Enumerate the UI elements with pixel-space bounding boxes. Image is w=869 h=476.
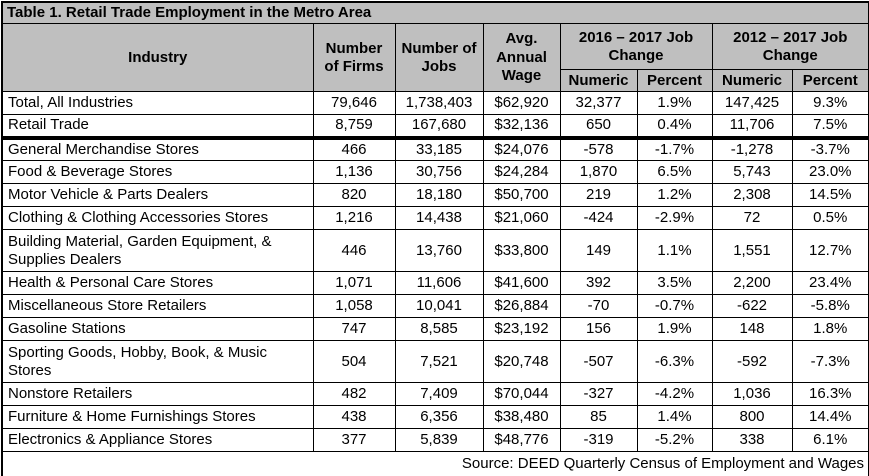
industry-cell: Retail Trade [2, 115, 313, 138]
chg1217-pct-cell: 23.4% [792, 272, 869, 295]
chg1617-pct-cell: 3.5% [637, 272, 712, 295]
chg1617-pct-cell: -1.7% [637, 138, 712, 161]
chg1617-pct-cell: 0.4% [637, 115, 712, 138]
table-row-total [2, 92, 869, 115]
subheader-numeric-2016: Numeric [560, 70, 637, 92]
chg1217-pct-cell: 6.1% [792, 429, 869, 452]
table-row [2, 161, 869, 184]
chg1617-pct-cell: -5.2% [637, 429, 712, 452]
retail-trade-employment-table [1, 1, 869, 476]
chg1217-pct-cell: 14.4% [792, 406, 869, 429]
chg1617-pct-cell: 1.4% [637, 406, 712, 429]
table-row [2, 230, 869, 272]
chg1617-num-cell: 85 [560, 406, 637, 429]
firms-cell: 1,216 [313, 207, 395, 230]
col-header-change-2016-2017: 2016 – 2017 Job Change [560, 24, 712, 70]
wage-cell: $24,076 [483, 138, 560, 161]
chg1217-num-cell: -1,278 [712, 138, 792, 161]
industry-cell: Building Material, Garden Equipment, & Supplies Dealers [2, 230, 313, 272]
jobs-cell: 5,839 [395, 429, 483, 452]
industry-cell: Furniture & Home Furnishings Stores [2, 406, 313, 429]
firms-cell: 446 [313, 230, 395, 272]
table-row [2, 272, 869, 295]
chg1217-num-cell: 148 [712, 318, 792, 341]
chg1617-pct-cell: -0.7% [637, 295, 712, 318]
firms-cell: 747 [313, 318, 395, 341]
industry-cell: Miscellaneous Store Retailers [2, 295, 313, 318]
table-row [2, 138, 869, 161]
chg1217-num-cell: 5,743 [712, 161, 792, 184]
chg1217-pct-cell: -3.7% [792, 138, 869, 161]
source-note: Source: DEED Quarterly Census of Employment and Wages [2, 452, 869, 476]
industry-cell: Clothing & Clothing Accessories Stores [2, 207, 313, 230]
firms-cell: 438 [313, 406, 395, 429]
firms-cell: 8,759 [313, 115, 395, 138]
jobs-cell: 10,041 [395, 295, 483, 318]
industry-cell: Gasoline Stations [2, 318, 313, 341]
subheader-percent-2016: Percent [637, 70, 712, 92]
chg1217-pct-cell: 0.5% [792, 207, 869, 230]
jobs-cell: 7,521 [395, 341, 483, 383]
chg1617-num-cell: 32,377 [560, 92, 637, 115]
chg1617-num-cell: 392 [560, 272, 637, 295]
chg1217-pct-cell: 12.7% [792, 230, 869, 272]
table-row-retail-trade [2, 115, 869, 138]
industry-cell: Nonstore Retailers [2, 383, 313, 406]
chg1617-pct-cell: 1.2% [637, 184, 712, 207]
chg1617-num-cell: 156 [560, 318, 637, 341]
wage-cell: $70,044 [483, 383, 560, 406]
header-row-top [2, 24, 869, 70]
chg1217-num-cell: 2,200 [712, 272, 792, 295]
table-row [2, 318, 869, 341]
jobs-cell: 14,438 [395, 207, 483, 230]
col-header-industry: Industry [2, 24, 313, 92]
chg1217-pct-cell: 23.0% [792, 161, 869, 184]
chg1617-num-cell: -424 [560, 207, 637, 230]
chg1217-pct-cell: -5.8% [792, 295, 869, 318]
table-row [2, 406, 869, 429]
chg1217-num-cell: 11,706 [712, 115, 792, 138]
table-row [2, 429, 869, 452]
chg1617-num-cell: 149 [560, 230, 637, 272]
chg1617-num-cell: -327 [560, 383, 637, 406]
industry-cell: Electronics & Appliance Stores [2, 429, 313, 452]
chg1617-num-cell: 219 [560, 184, 637, 207]
chg1217-num-cell: 1,551 [712, 230, 792, 272]
chg1217-num-cell: 147,425 [712, 92, 792, 115]
source-row [2, 452, 869, 476]
industry-cell: Motor Vehicle & Parts Dealers [2, 184, 313, 207]
chg1617-num-cell: -70 [560, 295, 637, 318]
table-row [2, 383, 869, 406]
chg1217-num-cell: 800 [712, 406, 792, 429]
subheader-numeric-2012: Numeric [712, 70, 792, 92]
col-header-wage: Avg. Annual Wage [483, 24, 560, 92]
firms-cell: 79,646 [313, 92, 395, 115]
chg1617-pct-cell: -2.9% [637, 207, 712, 230]
chg1617-num-cell: 650 [560, 115, 637, 138]
industry-cell: Total, All Industries [2, 92, 313, 115]
firms-cell: 1,136 [313, 161, 395, 184]
firms-cell: 1,058 [313, 295, 395, 318]
chg1217-num-cell: -592 [712, 341, 792, 383]
table-row [2, 341, 869, 383]
chg1217-num-cell: 72 [712, 207, 792, 230]
jobs-cell: 167,680 [395, 115, 483, 138]
col-header-jobs: Number of Jobs [395, 24, 483, 92]
wage-cell: $21,060 [483, 207, 560, 230]
wage-cell: $20,748 [483, 341, 560, 383]
col-header-firms: Number of Firms [313, 24, 395, 92]
chg1617-pct-cell: 1.9% [637, 318, 712, 341]
firms-cell: 377 [313, 429, 395, 452]
jobs-cell: 13,760 [395, 230, 483, 272]
chg1217-pct-cell: 1.8% [792, 318, 869, 341]
wage-cell: $24,284 [483, 161, 560, 184]
industry-cell: Health & Personal Care Stores [2, 272, 313, 295]
wage-cell: $33,800 [483, 230, 560, 272]
chg1617-pct-cell: 1.9% [637, 92, 712, 115]
jobs-cell: 18,180 [395, 184, 483, 207]
jobs-cell: 8,585 [395, 318, 483, 341]
industry-cell: General Merchandise Stores [2, 138, 313, 161]
table-row [2, 207, 869, 230]
col-header-change-2012-2017: 2012 – 2017 Job Change [712, 24, 869, 70]
chg1217-pct-cell: -7.3% [792, 341, 869, 383]
wage-cell: $32,136 [483, 115, 560, 138]
chg1617-num-cell: -319 [560, 429, 637, 452]
firms-cell: 820 [313, 184, 395, 207]
firms-cell: 1,071 [313, 272, 395, 295]
chg1617-num-cell: 1,870 [560, 161, 637, 184]
firms-cell: 482 [313, 383, 395, 406]
chg1617-pct-cell: 1.1% [637, 230, 712, 272]
chg1617-pct-cell: 6.5% [637, 161, 712, 184]
firms-cell: 504 [313, 341, 395, 383]
subheader-percent-2012: Percent [792, 70, 869, 92]
chg1217-num-cell: 338 [712, 429, 792, 452]
wage-cell: $48,776 [483, 429, 560, 452]
chg1217-pct-cell: 9.3% [792, 92, 869, 115]
jobs-cell: 7,409 [395, 383, 483, 406]
chg1217-num-cell: -622 [712, 295, 792, 318]
chg1217-num-cell: 2,308 [712, 184, 792, 207]
chg1217-pct-cell: 14.5% [792, 184, 869, 207]
chg1617-num-cell: -507 [560, 341, 637, 383]
jobs-cell: 1,738,403 [395, 92, 483, 115]
jobs-cell: 6,356 [395, 406, 483, 429]
wage-cell: $62,920 [483, 92, 560, 115]
wage-cell: $26,884 [483, 295, 560, 318]
table-row [2, 184, 869, 207]
jobs-cell: 33,185 [395, 138, 483, 161]
chg1617-num-cell: -578 [560, 138, 637, 161]
wage-cell: $23,192 [483, 318, 560, 341]
jobs-cell: 11,606 [395, 272, 483, 295]
table-title: Table 1. Retail Trade Employment in the Metro Area [2, 2, 869, 24]
table-row [2, 295, 869, 318]
industry-cell: Sporting Goods, Hobby, Book, & Music Stores [2, 341, 313, 383]
chg1617-pct-cell: -6.3% [637, 341, 712, 383]
firms-cell: 466 [313, 138, 395, 161]
chg1217-pct-cell: 16.3% [792, 383, 869, 406]
industry-cell: Food & Beverage Stores [2, 161, 313, 184]
wage-cell: $38,480 [483, 406, 560, 429]
wage-cell: $50,700 [483, 184, 560, 207]
wage-cell: $41,600 [483, 272, 560, 295]
table-title-row [2, 2, 869, 24]
chg1217-pct-cell: 7.5% [792, 115, 869, 138]
jobs-cell: 30,756 [395, 161, 483, 184]
chg1617-pct-cell: -4.2% [637, 383, 712, 406]
chg1217-num-cell: 1,036 [712, 383, 792, 406]
